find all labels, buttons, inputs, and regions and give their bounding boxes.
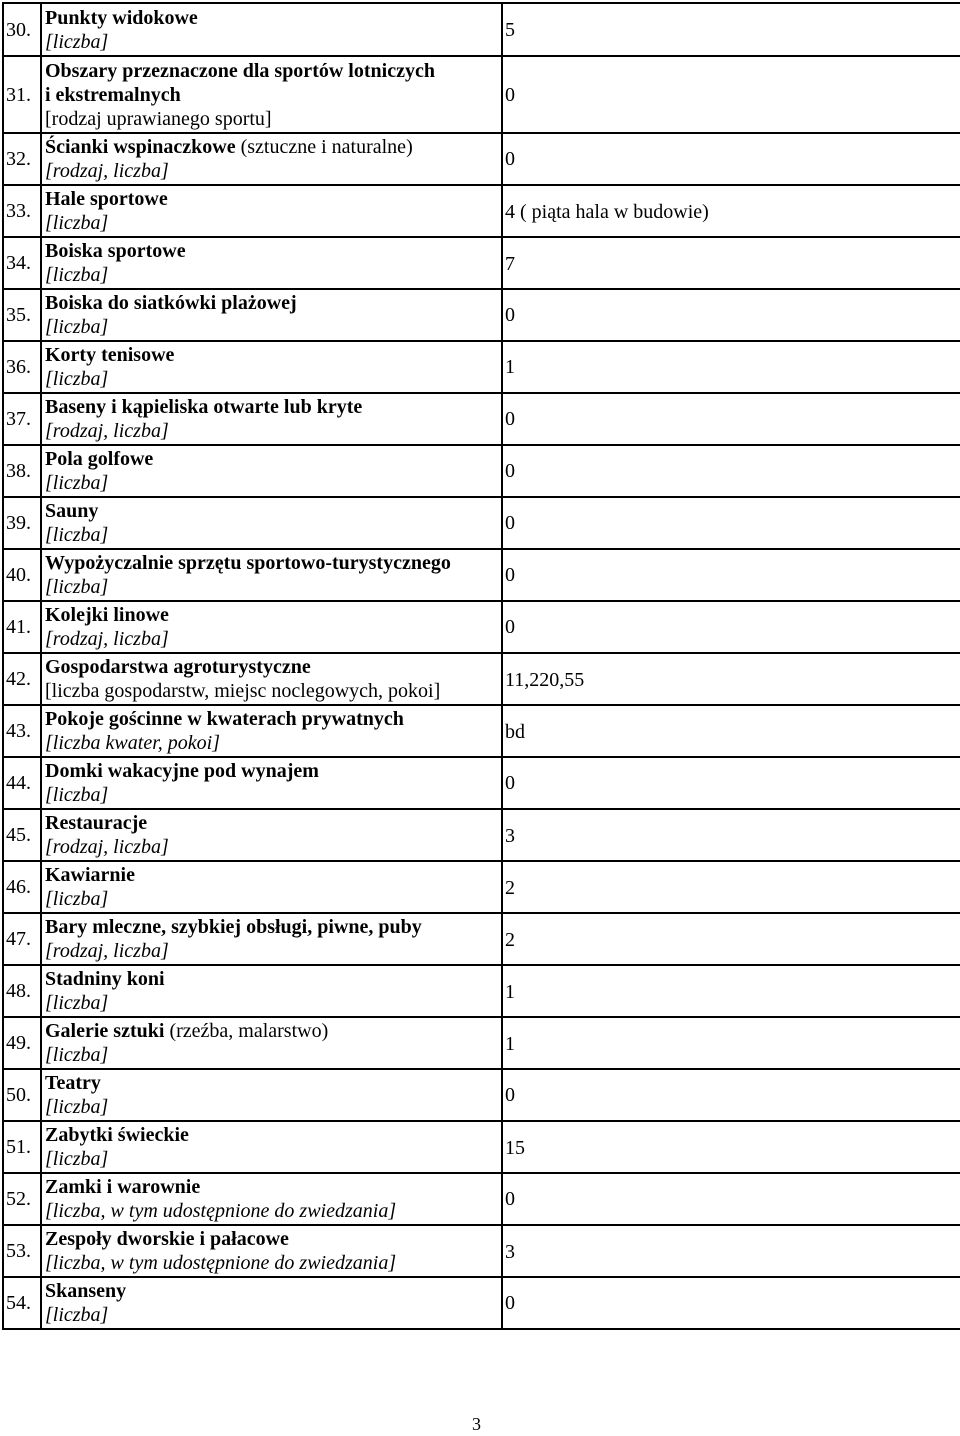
table-body bbox=[3, 3, 960, 1329]
row-number: 49. bbox=[3, 1017, 41, 1069]
row-value bbox=[502, 445, 960, 497]
row-subtitle bbox=[45, 731, 501, 755]
row-number: 31. bbox=[3, 56, 41, 133]
table-row bbox=[3, 1121, 960, 1173]
row-subtitle bbox=[45, 419, 501, 443]
row-title bbox=[45, 343, 501, 367]
row-description bbox=[41, 913, 502, 965]
row-value bbox=[502, 56, 960, 133]
table-row bbox=[3, 497, 960, 549]
row-value-text: 0 bbox=[505, 1084, 515, 1106]
row-title-bold: Hale sportowe bbox=[45, 188, 168, 210]
row-number: 50. bbox=[3, 1069, 41, 1121]
row-subtitle bbox=[45, 1147, 501, 1171]
row-value bbox=[502, 393, 960, 445]
row-subtitle-italic: [liczba] bbox=[45, 1096, 109, 1118]
row-title bbox=[45, 1175, 501, 1199]
row-description bbox=[41, 289, 502, 341]
row-subtitle bbox=[45, 575, 501, 599]
row-subtitle bbox=[45, 471, 501, 495]
row-subtitle bbox=[45, 211, 501, 235]
row-value bbox=[502, 1017, 960, 1069]
row-value-text: 3 bbox=[505, 1241, 515, 1263]
row-value-text: bd bbox=[505, 721, 525, 743]
row-title bbox=[45, 447, 501, 471]
row-title bbox=[45, 551, 501, 575]
row-subtitle-plain: [rodzaj uprawianego sportu] bbox=[45, 107, 272, 130]
row-subtitle bbox=[45, 263, 501, 287]
row-description bbox=[41, 1017, 502, 1069]
table-row bbox=[3, 705, 960, 757]
row-value-text: 0 bbox=[505, 304, 515, 326]
row-title bbox=[45, 1227, 501, 1251]
row-title bbox=[45, 291, 501, 315]
table-row bbox=[3, 445, 960, 497]
row-value bbox=[502, 133, 960, 185]
row-subtitle-italic: [liczba] bbox=[45, 212, 109, 234]
row-number: 48. bbox=[3, 965, 41, 1017]
row-title bbox=[45, 1279, 501, 1303]
row-value-text: 0 bbox=[505, 83, 515, 106]
row-value bbox=[502, 1069, 960, 1121]
row-number: 40. bbox=[3, 549, 41, 601]
table-row bbox=[3, 861, 960, 913]
row-title-bold: Gospodarstwa agroturystyczne bbox=[45, 656, 311, 678]
row-description bbox=[41, 809, 502, 861]
row-subtitle-italic: [rodzaj, liczba] bbox=[45, 836, 169, 858]
row-value bbox=[502, 965, 960, 1017]
row-number: 52. bbox=[3, 1173, 41, 1225]
row-title-bold: Sauny bbox=[45, 500, 99, 522]
row-value bbox=[502, 653, 960, 705]
row-number: 37. bbox=[3, 393, 41, 445]
row-title-bold: Bary mleczne, szybkiej obsługi, piwne, puby bbox=[45, 916, 422, 938]
row-subtitle bbox=[45, 679, 501, 703]
row-value-text: 0 bbox=[505, 460, 515, 482]
row-value-text: 1 bbox=[505, 981, 515, 1003]
row-description bbox=[41, 1173, 502, 1225]
row-subtitle-italic: [liczba] bbox=[45, 992, 109, 1014]
table-row bbox=[3, 133, 960, 185]
table-row bbox=[3, 341, 960, 393]
table-row bbox=[3, 1173, 960, 1225]
row-description bbox=[41, 757, 502, 809]
row-title-bold: Galerie sztuki bbox=[45, 1020, 165, 1042]
row-value bbox=[502, 497, 960, 549]
row-value-text: 0 bbox=[505, 772, 515, 794]
row-value bbox=[502, 601, 960, 653]
row-title-bold: Zabytki świeckie bbox=[45, 1124, 189, 1146]
row-subtitle-italic: [liczba] bbox=[45, 472, 109, 494]
row-title-bold: Teatry bbox=[45, 1072, 101, 1094]
row-title bbox=[45, 811, 501, 835]
row-description bbox=[41, 601, 502, 653]
row-title bbox=[45, 1123, 501, 1147]
row-number: 33. bbox=[3, 185, 41, 237]
row-subtitle bbox=[45, 991, 501, 1015]
row-description bbox=[41, 705, 502, 757]
row-subtitle-italic: [liczba, w tym udostępnione do zwiedzania] bbox=[45, 1252, 397, 1274]
row-subtitle-italic: [liczba] bbox=[45, 30, 109, 53]
row-title bbox=[45, 59, 501, 83]
row-value bbox=[502, 1225, 960, 1277]
row-subtitle-italic: [liczba] bbox=[45, 1304, 109, 1326]
row-value bbox=[502, 809, 960, 861]
row-value-text: 5 bbox=[505, 19, 515, 41]
row-subtitle-plain: [liczba gospodarstw, miejsc noclegowych, pokoi] bbox=[45, 680, 441, 702]
row-title-bold: Korty tenisowe bbox=[45, 344, 175, 366]
row-number: 41. bbox=[3, 601, 41, 653]
row-title bbox=[45, 499, 501, 523]
row-description bbox=[41, 133, 502, 185]
row-number: 45. bbox=[3, 809, 41, 861]
row-subtitle-italic: [liczba] bbox=[45, 368, 109, 390]
row-title-bold: Obszary przeznaczone dla sportów lotniczych bbox=[45, 59, 435, 82]
row-value-text: 2 bbox=[505, 929, 515, 951]
table-row bbox=[3, 1277, 960, 1329]
row-subtitle-italic: [liczba] bbox=[45, 264, 109, 286]
row-number: 43. bbox=[3, 705, 41, 757]
row-value-text: 1 bbox=[505, 1033, 515, 1055]
row-description bbox=[41, 1069, 502, 1121]
row-title-bold: Zespoły dworskie i pałacowe bbox=[45, 1228, 289, 1250]
row-title-rest: (rzeźba, malarstwo) bbox=[164, 1020, 329, 1042]
row-title-bold: Pola golfowe bbox=[45, 448, 154, 470]
row-number: 30. bbox=[3, 3, 41, 56]
row-description bbox=[41, 445, 502, 497]
table-row bbox=[3, 549, 960, 601]
row-title bbox=[45, 6, 501, 30]
table-row bbox=[3, 1069, 960, 1121]
table-row bbox=[3, 3, 960, 56]
row-value-text: 0 bbox=[505, 408, 515, 430]
row-title-bold: Boiska sportowe bbox=[45, 240, 186, 262]
row-subtitle-italic: [liczba] bbox=[45, 1044, 109, 1066]
row-title bbox=[45, 707, 501, 731]
row-number: 32. bbox=[3, 133, 41, 185]
row-number: 46. bbox=[3, 861, 41, 913]
row-title bbox=[45, 967, 501, 991]
row-title-bold: Kawiarnie bbox=[45, 864, 135, 886]
row-number: 54. bbox=[3, 1277, 41, 1329]
row-value-text: 0 bbox=[505, 148, 515, 170]
row-title-bold: Stadniny koni bbox=[45, 968, 165, 990]
row-subtitle bbox=[45, 939, 501, 963]
row-subtitle-italic: [rodzaj, liczba] bbox=[45, 940, 169, 962]
table-row bbox=[3, 1017, 960, 1069]
row-subtitle bbox=[45, 1251, 501, 1275]
row-subtitle-italic: [liczba] bbox=[45, 1148, 109, 1170]
row-value-text: 0 bbox=[505, 616, 515, 638]
row-subtitle-italic: [liczba] bbox=[45, 888, 109, 910]
row-number: 42. bbox=[3, 653, 41, 705]
row-subtitle bbox=[45, 1095, 501, 1119]
table-row bbox=[3, 393, 960, 445]
row-description bbox=[41, 497, 502, 549]
row-value bbox=[502, 913, 960, 965]
table-row bbox=[3, 913, 960, 965]
row-value-text: 7 bbox=[505, 253, 515, 275]
row-title-bold: Pokoje gościnne w kwaterach prywatnych bbox=[45, 708, 404, 730]
row-description bbox=[41, 185, 502, 237]
row-description bbox=[41, 237, 502, 289]
row-title bbox=[45, 655, 501, 679]
row-value bbox=[502, 1121, 960, 1173]
row-number: 38. bbox=[3, 445, 41, 497]
row-subtitle-italic: [rodzaj, liczba] bbox=[45, 628, 169, 650]
table-row bbox=[3, 809, 960, 861]
row-title-rest: (sztuczne i naturalne) bbox=[235, 136, 413, 158]
row-subtitle bbox=[45, 30, 501, 54]
row-subtitle-italic: [liczba] bbox=[45, 316, 109, 338]
row-number: 51. bbox=[3, 1121, 41, 1173]
row-number: 36. bbox=[3, 341, 41, 393]
row-number: 39. bbox=[3, 497, 41, 549]
row-description bbox=[41, 393, 502, 445]
row-value bbox=[502, 341, 960, 393]
row-title-bold: Zamki i warownie bbox=[45, 1176, 201, 1198]
table-row bbox=[3, 289, 960, 341]
row-value-text: 1 bbox=[505, 356, 515, 378]
attractions-table bbox=[2, 2, 960, 1330]
row-subtitle bbox=[45, 1303, 501, 1327]
row-description bbox=[41, 1225, 502, 1277]
row-number: 34. bbox=[3, 237, 41, 289]
row-value bbox=[502, 705, 960, 757]
row-description bbox=[41, 1277, 502, 1329]
row-value-text: 3 bbox=[505, 825, 515, 847]
row-subtitle bbox=[45, 627, 501, 651]
row-subtitle-italic: [liczba] bbox=[45, 784, 109, 806]
row-value-text: 0 bbox=[505, 1188, 515, 1210]
row-value bbox=[502, 861, 960, 913]
table-row bbox=[3, 601, 960, 653]
row-value bbox=[502, 549, 960, 601]
row-title bbox=[45, 395, 501, 419]
page-number: 3 bbox=[472, 1414, 481, 1434]
row-subtitle bbox=[45, 315, 501, 339]
row-value bbox=[502, 757, 960, 809]
row-subtitle bbox=[45, 159, 501, 183]
row-title-bold: Baseny i kąpieliska otwarte lub kryte bbox=[45, 396, 363, 418]
row-value bbox=[502, 185, 960, 237]
row-title bbox=[45, 1071, 501, 1095]
row-subtitle bbox=[45, 107, 501, 131]
row-subtitle bbox=[45, 1199, 501, 1223]
row-subtitle bbox=[45, 783, 501, 807]
row-value-text: 11,220,55 bbox=[505, 669, 585, 691]
row-title-bold: Punkty widokowe bbox=[45, 6, 198, 29]
row-number: 35. bbox=[3, 289, 41, 341]
table-row bbox=[3, 185, 960, 237]
row-subtitle bbox=[45, 523, 501, 547]
row-description bbox=[41, 341, 502, 393]
row-number: 47. bbox=[3, 913, 41, 965]
table-row bbox=[3, 56, 960, 133]
row-title-bold: Wypożyczalnie sprzętu sportowo-turystycznego bbox=[45, 552, 451, 574]
row-value-text: 0 bbox=[505, 564, 515, 586]
table-row bbox=[3, 237, 960, 289]
row-title-bold-2: i ekstremalnych bbox=[45, 83, 181, 106]
row-title-bold: Skanseny bbox=[45, 1280, 127, 1302]
row-subtitle-italic: [liczba] bbox=[45, 576, 109, 598]
row-subtitle-italic: [liczba, w tym udostępnione do zwiedzania] bbox=[45, 1200, 397, 1222]
row-number: 44. bbox=[3, 757, 41, 809]
row-value bbox=[502, 3, 960, 56]
row-subtitle-italic: [liczba] bbox=[45, 524, 109, 546]
row-description bbox=[41, 861, 502, 913]
row-subtitle-italic: [rodzaj, liczba] bbox=[45, 420, 169, 442]
row-value bbox=[502, 1277, 960, 1329]
row-value bbox=[502, 289, 960, 341]
table-row bbox=[3, 1225, 960, 1277]
table-row bbox=[3, 653, 960, 705]
row-description bbox=[41, 3, 502, 56]
row-number: 53. bbox=[3, 1225, 41, 1277]
row-value bbox=[502, 1173, 960, 1225]
row-title-bold: Restauracje bbox=[45, 812, 148, 834]
row-value-text: 4 ( piąta hala w budowie) bbox=[505, 201, 709, 223]
row-title bbox=[45, 603, 501, 627]
row-value-text: 15 bbox=[505, 1137, 525, 1159]
row-title-line2 bbox=[45, 83, 501, 107]
row-subtitle-italic: [liczba kwater, pokoi] bbox=[45, 732, 220, 754]
row-subtitle bbox=[45, 887, 501, 911]
row-title bbox=[45, 1019, 501, 1043]
table-row bbox=[3, 965, 960, 1017]
row-description bbox=[41, 56, 502, 133]
row-subtitle bbox=[45, 1043, 501, 1067]
row-subtitle-italic: [rodzaj, liczba] bbox=[45, 160, 169, 182]
row-description bbox=[41, 549, 502, 601]
row-value-text: 0 bbox=[505, 1292, 515, 1314]
row-title bbox=[45, 239, 501, 263]
row-value-text: 0 bbox=[505, 512, 515, 534]
row-title bbox=[45, 915, 501, 939]
row-title-bold: Boiska do siatkówki plażowej bbox=[45, 292, 297, 314]
row-description bbox=[41, 653, 502, 705]
row-title bbox=[45, 135, 501, 159]
table-row bbox=[3, 757, 960, 809]
row-title bbox=[45, 187, 501, 211]
row-title-bold: Kolejki linowe bbox=[45, 604, 169, 626]
row-value bbox=[502, 237, 960, 289]
row-subtitle bbox=[45, 367, 501, 391]
row-title-bold: Domki wakacyjne pod wynajem bbox=[45, 760, 319, 782]
row-description bbox=[41, 965, 502, 1017]
row-value-text: 2 bbox=[505, 877, 515, 899]
row-description bbox=[41, 1121, 502, 1173]
row-subtitle bbox=[45, 835, 501, 859]
row-title bbox=[45, 863, 501, 887]
row-title bbox=[45, 759, 501, 783]
row-title-bold: Ścianki wspinaczkowe bbox=[45, 136, 236, 158]
